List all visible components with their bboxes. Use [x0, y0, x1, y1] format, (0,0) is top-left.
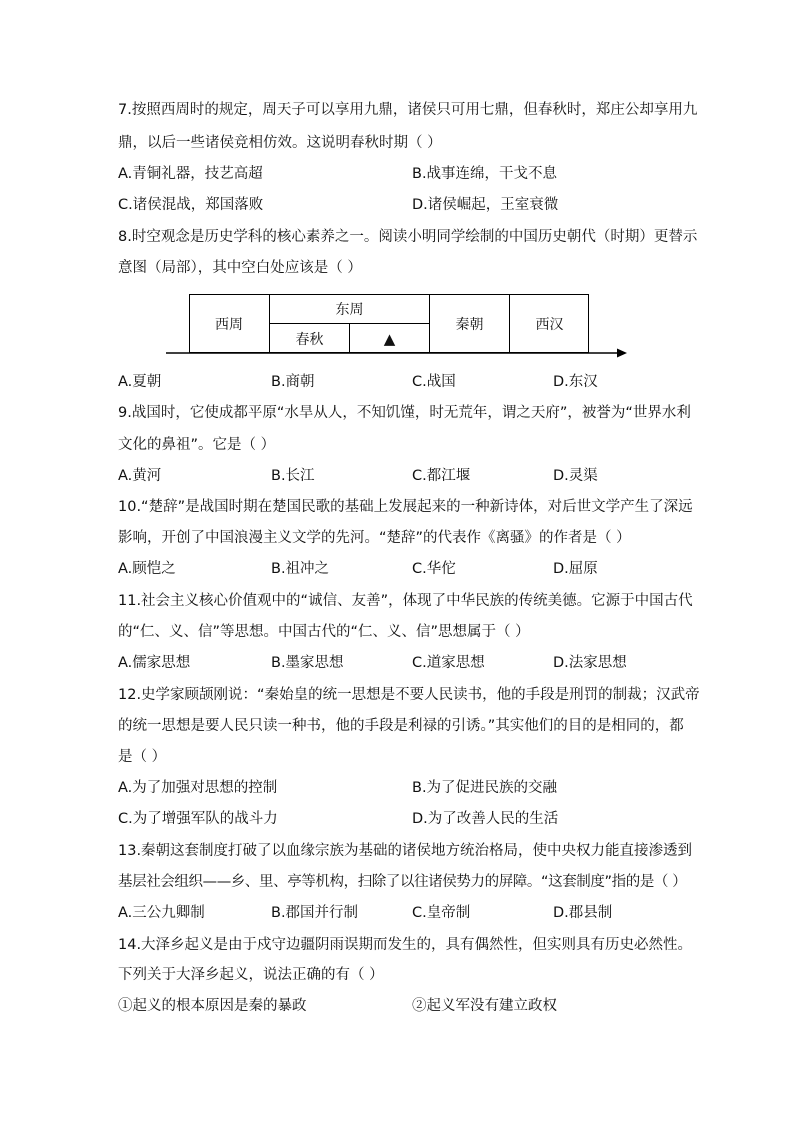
- q11-stem-line-2: 的“仁、义、信”等思想。中国古代的“仁、义、信”思想属于（ ）: [118, 624, 530, 640]
- q8-option-d: D.东汉: [553, 374, 598, 390]
- timeline-box: [189, 294, 589, 353]
- q10-option-a: A.顾恺之: [118, 561, 176, 577]
- q8-option-c: C.战国: [412, 374, 456, 390]
- timeline-cell-chunqiu: 春秋: [269, 323, 349, 353]
- q13-stem-line-2: 基层社会组织——乡、里、亭等机构，扫除了以往诸侯势力的屏障。“这套制度”指的是（ ）: [118, 874, 687, 890]
- q14-stem-line-2: 下列关于大泽乡起义，说法正确的有（ ）: [118, 967, 384, 983]
- q7-option-a: A.青铜礼器，技艺高超: [118, 166, 263, 182]
- q10-option-d: D.屈原: [553, 561, 598, 577]
- q12-option-c: C.为了增强军队的战斗力: [118, 811, 278, 827]
- q10-stem-line-1: 10.“楚辞”是战国时期在楚国民歌的基础上发展起来的一种新诗体，对后世文学产生了深远: [118, 499, 693, 515]
- q13-option-c: C.皇帝制: [412, 905, 471, 921]
- q7-option-d: D.诸侯崛起，王室衰微: [412, 197, 559, 213]
- q14-statement-1: ①起义的根本原因是秦的暴政: [118, 998, 307, 1014]
- q7-option-c: C.诸侯混战，郑国落败: [118, 197, 264, 213]
- timeline-cell-dongzhou: 东周: [269, 294, 429, 323]
- q8-stem-line-1: 8.时空观念是历史学科的核心素养之一。阅读小明同学绘制的中国历史朝代（时期）更替示: [118, 229, 698, 245]
- q8-option-b: B.商朝: [271, 374, 315, 390]
- q12-stem-line-3: 是（ ）: [118, 749, 167, 765]
- q13-stem-line-1: 13.秦朝这套制度打破了以血缘宗族为基础的诸侯地方统治格局，使中央权力能直接渗透到: [118, 843, 693, 859]
- timeline-cell-xihan: 西汉: [509, 294, 589, 353]
- q14-stem-line-1: 14.大泽乡起义是由于戍守边疆阴雨误期而发生的，具有偶然性，但实则具有历史必然性。: [118, 937, 693, 953]
- q11-option-a: A.儒家思想: [118, 655, 191, 671]
- q9-option-c: C.都江堰: [412, 468, 471, 484]
- q13-option-a: A.三公九卿制: [118, 905, 205, 921]
- timeline-cell-xizhou: 西周: [215, 316, 243, 333]
- q8-stem-line-2: 意图（局部），其中空白处应该是（ ）: [118, 260, 362, 276]
- q11-stem-line-1: 11.社会主义核心价值观中的“诚信、友善”，体现了中华民族的传统美德。它源于中国古代: [118, 593, 693, 609]
- q10-option-b: B.祖冲之: [271, 561, 330, 577]
- q12-stem-line-1: 12.史学家顾颉刚说：“秦始皇的统一思想是不要人民读书，他的手段是刑罚的制裁；汉武帝: [118, 687, 700, 703]
- q12-option-a: A.为了加强对思想的控制: [118, 780, 278, 796]
- q10-option-c: C.华佗: [412, 561, 456, 577]
- q7-option-b: B.战事连绵，干戈不息: [412, 166, 558, 182]
- q12-stem-line-2: 的统一思想是要人民只读一种书，他的手段是利禄的引诱。”其实他们的目的是相同的，都: [118, 718, 684, 734]
- q11-option-c: C.道家思想: [412, 655, 485, 671]
- q7-stem-line-2: 鼎，以后一些诸侯竞相仿效。这说明春秋时期（ ）: [118, 135, 442, 151]
- q12-option-d: D.为了改善人民的生活: [412, 811, 559, 827]
- q9-option-d: D.灵渠: [553, 468, 598, 484]
- q12-option-b: B.为了促进民族的交融: [412, 780, 558, 796]
- q10-stem-line-2: 影响，开创了中国浪漫主义文学的先河。“楚辞”的代表作《离骚》的作者是（ ）: [118, 530, 631, 546]
- q14-statement-2: ②起义军没有建立政权: [412, 998, 557, 1014]
- q8-option-a: A.夏朝: [118, 374, 162, 390]
- q11-option-d: D.法家思想: [553, 655, 627, 671]
- q9-stem-line-2: 文化的鼻祖”。它是（ ）: [118, 437, 276, 453]
- q13-option-b: B.郡国并行制: [271, 905, 359, 921]
- q9-option-b: B.长江: [271, 468, 315, 484]
- q9-stem-line-1: 9.战国时，它使成都平原“水旱从人，不知饥馑，时无荒年，谓之天府”，被誉为“世界水利: [118, 405, 691, 421]
- q7-stem-line-1: 7.按照西周时的规定，周天子可以享用九鼎，诸侯只可用七鼎，但春秋时，郑庄公却享用九: [118, 102, 698, 118]
- timeline-cell-qin: 秦朝: [429, 294, 509, 353]
- timeline-cell-blank-triangle: ▲: [349, 323, 429, 353]
- q11-option-b: B.墨家思想: [271, 655, 344, 671]
- q13-option-d: D.郡县制: [553, 905, 613, 921]
- q9-option-a: A.黄河: [118, 468, 162, 484]
